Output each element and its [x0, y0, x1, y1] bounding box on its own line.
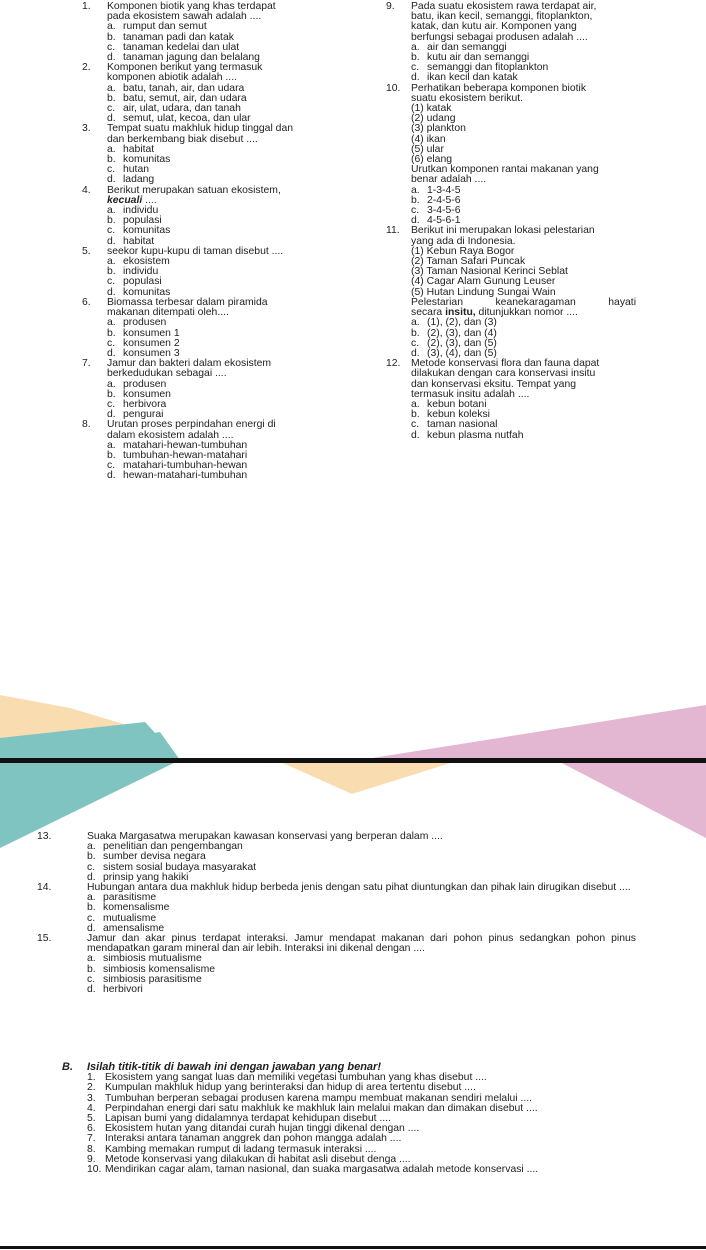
option-text: tanaman kedelai dan ulat	[123, 41, 240, 53]
question-text-line: suatu ekosistem berikut.	[411, 92, 524, 104]
option-letter: d.	[107, 52, 116, 64]
numbered-item: (3) Taman Nasional Kerinci Seblat	[411, 266, 568, 278]
option-text: mutualisme	[103, 912, 157, 924]
question-text-line: pada ekosistem sawah adalah ....	[107, 11, 262, 23]
answer-option	[82, 329, 336, 339]
option-letter: b.	[87, 851, 96, 863]
question-1	[82, 2, 336, 63]
question-text-line: termasuk insitu adalah ....	[411, 388, 530, 400]
question-text: benar adalah ....	[411, 174, 487, 186]
question-number: 8.	[82, 419, 91, 431]
item-number: 10.	[87, 1164, 102, 1176]
left-question-column	[82, 2, 336, 482]
question-13	[37, 831, 636, 883]
question-4	[82, 186, 336, 247]
option-text: ikan kecil dan katak	[427, 72, 518, 84]
item-number: 9.	[87, 1153, 96, 1165]
option-text: batu, tanah, air, dan udara	[123, 82, 245, 94]
option-letter: c.	[107, 225, 116, 237]
question-text-part: secara	[411, 307, 446, 319]
option-text: pengurai	[123, 409, 164, 421]
question-text	[386, 33, 636, 43]
option-text: konsumen 2	[123, 337, 180, 349]
numbered-item: (1) katak	[411, 103, 452, 115]
option-text: kebun koleksi	[427, 409, 490, 421]
option-text: 1-3-4-5	[427, 184, 461, 196]
answer-option	[82, 339, 336, 349]
option-text: simbiosis mutualisme	[103, 953, 202, 965]
right-question-column	[386, 2, 636, 441]
option-text: (3), (4), dan (5)	[427, 347, 497, 359]
option-text: ekosistem	[123, 256, 170, 268]
question-number: 9.	[386, 1, 395, 12]
item-text: Ekosistem hutan yang ditandai curah hujan tinggi dikenal dengan ....	[105, 1123, 420, 1135]
option-letter: d.	[411, 72, 420, 84]
answer-option	[386, 329, 636, 339]
option-text: semut, ulat, kecoa, dan ular	[123, 113, 251, 125]
option-text: habitat	[123, 235, 155, 247]
question-3	[82, 124, 336, 185]
item-text: Tumbuhan berperan sebagai produsen karena mampu membuat makanan sendiri melalui ....	[105, 1092, 533, 1104]
option-text: 3-4-5-6	[427, 205, 461, 217]
option-letter: c.	[411, 62, 420, 74]
option-letter: a.	[107, 205, 116, 217]
item-text: Metode konservasi yang dilakukan di habitat asli disebut denga ....	[105, 1153, 411, 1165]
option-letter: d.	[411, 347, 420, 359]
question-8	[82, 420, 336, 481]
question-number: 3.	[82, 123, 91, 135]
option-letter: d.	[107, 470, 116, 482]
option-text: batu, semut, air, dan udara	[123, 92, 247, 104]
option-letter: a.	[411, 41, 420, 53]
answer-option	[386, 339, 636, 349]
item-number: 8.	[87, 1143, 96, 1155]
item-text: Lapisan bumi yang didalamnya terdapat kehidupan disebut ....	[105, 1113, 391, 1125]
option-letter: b.	[411, 327, 420, 339]
option-letter: c.	[107, 276, 116, 288]
item-text: Kambing memakan rumput di ladang termasuk interaksi ....	[105, 1143, 377, 1155]
question-text-line: Berikut ini merupakan lokasi pelestarian	[411, 225, 595, 237]
question-5	[82, 247, 336, 298]
question-text-line: dalam ekosistem adalah ....	[107, 429, 234, 441]
option-text: komunitas	[123, 154, 171, 166]
numbered-item: (1) Kebun Raya Bogor	[411, 245, 515, 257]
question-number: 6.	[82, 296, 91, 308]
item-number: 6.	[87, 1123, 96, 1135]
question-text	[82, 196, 336, 206]
answer-option	[82, 145, 336, 155]
option-text: sistem sosial budaya masyarakat	[103, 861, 257, 873]
option-letter: a.	[107, 82, 116, 94]
question-text-line: dilakukan dengan cara konservasi insitu	[411, 368, 596, 380]
item-number: 7.	[87, 1133, 96, 1145]
question-text-line: Pada suatu ekosistem rawa terdapat air,	[411, 1, 597, 12]
question-number: 15.	[37, 933, 52, 945]
numbered-item: (5) ular	[411, 143, 444, 155]
option-letter: a.	[107, 256, 116, 268]
answer-option	[82, 155, 336, 165]
peach-shape-lower	[276, 760, 460, 794]
option-text: individu	[123, 205, 159, 217]
option-text: konsumen	[123, 388, 171, 400]
option-text: taman nasional	[427, 419, 498, 431]
question-11	[386, 226, 636, 359]
option-letter: d.	[87, 922, 96, 934]
option-letter: d.	[411, 429, 420, 441]
option-text: komunitas	[123, 225, 171, 237]
option-text: 4-5-6-1	[427, 215, 461, 227]
option-text: semanggi dan fitoplankton	[427, 62, 549, 74]
item-text: Kumpulan makhluk hidup yang berinteraksi dan hidup di area tertentu disebut ....	[105, 1082, 476, 1094]
question-number: 14.	[37, 882, 52, 894]
option-letter: d.	[107, 235, 116, 247]
question-text-line: komponen abiotik adalah ....	[107, 72, 237, 84]
question-12	[386, 359, 636, 441]
option-text: hewan-matahari-tumbuhan	[123, 470, 248, 482]
option-letter: a.	[107, 21, 116, 33]
option-letter: d.	[87, 984, 96, 996]
answer-option	[82, 267, 336, 277]
option-letter: c.	[411, 419, 420, 431]
option-text: tanaman jagung dan belalang	[123, 52, 260, 64]
lower-question-column	[37, 831, 636, 996]
question-text-line: batu, ikan kecil, semanggi, fitoplankton,	[411, 11, 593, 23]
answer-option	[82, 226, 336, 236]
question-text-line: Berikut merupakan satuan ekosistem,	[107, 184, 281, 196]
answer-option	[82, 390, 336, 400]
option-letter: c.	[107, 103, 116, 115]
question-text-line: katak, dan kutu air. Komponen yang	[411, 21, 577, 33]
option-letter: a.	[87, 953, 96, 965]
question-text-line: Metode konservasi flora dan fauna dapat	[411, 358, 600, 370]
question-number: 13.	[37, 831, 52, 842]
option-letter: d.	[107, 174, 116, 186]
question-text-line: Suaka Margasatwa merupakan kawasan konservasi yang berperan dalam ....	[87, 831, 443, 842]
question-10	[386, 84, 636, 227]
answer-option	[82, 380, 336, 390]
option-text: matahari-tumbuhan-hewan	[123, 460, 248, 472]
question-text-line: Perhatikan beberapa komponen biotik	[411, 82, 587, 94]
emphasis-word: kecuali	[107, 194, 143, 206]
option-text: simbiosis parasitisme	[103, 973, 202, 985]
option-text: amensalisme	[103, 922, 165, 934]
option-text: rumput dan semut	[123, 21, 207, 33]
option-text: 2-4-5-6	[427, 194, 461, 206]
option-text: penelitian dan pengembangan	[103, 841, 243, 853]
question-text	[82, 12, 336, 22]
question-text-line: yang ada di Indonesia.	[411, 235, 516, 247]
question-text	[386, 390, 636, 400]
option-letter: d.	[87, 871, 96, 883]
option-letter: b.	[107, 388, 116, 400]
question-text-tail: ....	[142, 194, 157, 206]
option-text: sumber devisa negara	[103, 851, 206, 863]
option-letter: a.	[107, 143, 116, 155]
option-text: habitat	[123, 143, 155, 155]
numbered-item: (3) plankton	[411, 123, 466, 135]
answer-option	[82, 206, 336, 216]
option-text: ladang	[123, 174, 155, 186]
option-letter: a.	[87, 892, 96, 904]
question-text-line: Komponen berikut yang termasuk	[107, 62, 263, 74]
option-text: produsen	[123, 378, 167, 390]
question-text	[82, 247, 336, 257]
option-letter: a.	[107, 439, 116, 451]
option-letter: b.	[87, 963, 96, 975]
option-letter: b.	[411, 409, 420, 421]
item-text: Perpindahan energi dari satu makhluk ke makhluk lain melalui makan dan dimakan disebut ....	[105, 1102, 538, 1114]
option-letter: b.	[411, 194, 420, 206]
option-letter: d.	[411, 215, 420, 227]
answer-option	[82, 400, 336, 410]
option-text: prinsip yang hakiki	[103, 871, 189, 883]
item-number: 2.	[87, 1082, 96, 1094]
option-letter: b.	[107, 215, 116, 227]
option-letter: b.	[107, 31, 116, 43]
option-letter: b.	[107, 154, 116, 166]
option-text: produsen	[123, 317, 167, 329]
question-text-line: Jamur dan bakteri dalam ekosistem	[107, 358, 272, 370]
question-text-line: Komponen biotik yang khas terdapat	[107, 1, 276, 12]
question-text-line: berfungsi sebagai produsen adalah ....	[411, 31, 588, 43]
option-text: konsumen 3	[123, 347, 180, 359]
question-number: 10.	[386, 82, 401, 94]
answer-option	[62, 985, 636, 995]
question-number: 1.	[82, 1, 91, 12]
numbered-item: (4) Cagar Alam Gunung Leuser	[411, 276, 556, 288]
option-letter: c.	[107, 337, 116, 349]
question-text	[82, 369, 336, 379]
item-number: 1.	[87, 1072, 96, 1084]
question-number: 5.	[82, 245, 91, 257]
item-number: 5.	[87, 1113, 96, 1125]
answer-option	[82, 216, 336, 226]
option-letter: b.	[87, 902, 96, 914]
numbered-item: (4) ikan	[411, 133, 446, 145]
option-text: populasi	[123, 276, 162, 288]
section-b-title: B. Isilah titik-titik di bawah ini dengan jawaban yang benar!	[62, 1061, 381, 1073]
fill-in-item	[62, 1165, 636, 1175]
option-letter: c.	[107, 460, 116, 472]
question-text-part: ditunjukkan nomor ....	[475, 307, 578, 319]
item-text: Mendirikan cagar alam, taman nasional, dan suaka margasatwa adalah metode konservasi ....	[105, 1164, 539, 1176]
item-number: 4.	[87, 1102, 96, 1114]
divider-line	[0, 758, 706, 763]
option-text: (2), (3), dan (5)	[427, 337, 497, 349]
option-text: tumbuhan-hewan-matahari	[123, 449, 248, 461]
item-text: Interaksi antara tanaman anggrek dan pohon mangga adalah ....	[105, 1133, 402, 1145]
answer-option	[386, 186, 636, 196]
answer-option	[82, 471, 336, 481]
option-text: individu	[123, 266, 159, 278]
option-letter: b.	[107, 449, 116, 461]
item-text: Ekosistem yang sangat luas dan memiliki vegetasi tumbuhan yang khas disebut ....	[105, 1072, 487, 1084]
answer-option	[386, 431, 636, 441]
question-14	[37, 882, 636, 934]
option-letter: a.	[107, 378, 116, 390]
section-b-list	[62, 1073, 636, 1175]
option-text: tanaman padi dan katak	[123, 31, 234, 43]
question-number: 12.	[386, 358, 401, 370]
bottom-rule	[0, 1246, 706, 1249]
question-text-line: Biomassa terbesar dalam piramida	[107, 296, 268, 308]
option-text: simbiosis komensalisme	[103, 963, 216, 975]
option-letter: d.	[107, 113, 116, 125]
question-6	[82, 298, 336, 359]
question-number: 11.	[386, 225, 400, 237]
option-letter: c.	[411, 205, 420, 217]
question-9	[386, 2, 636, 84]
answer-option	[386, 196, 636, 206]
option-letter: c.	[107, 398, 116, 410]
question-15	[37, 933, 636, 996]
option-text: hutan	[123, 164, 150, 176]
option-letter: a.	[411, 184, 420, 196]
question-2	[82, 63, 336, 124]
question-text-line: makanan ditempati oleh....	[107, 307, 229, 319]
answer-option	[82, 257, 336, 267]
answer-option	[386, 206, 636, 216]
pink-triangle-right	[556, 760, 706, 838]
option-text: herbivora	[123, 398, 167, 410]
question-text-line: Jamur dan akar pinus terdapat interaksi. Jamur mendapat makanan dari pohon pinus sedangkan pohon pinus mendapatkan garam mineral dan air lebih. Interaksi ini dikenal dengan ....	[87, 933, 636, 955]
question-text-line: Urutan proses perpindahan energi di	[107, 419, 276, 431]
question-text-line: dan konservasi eksitu. Tempat yang	[411, 378, 576, 390]
option-letter: d.	[107, 347, 116, 359]
numbered-item: (5) Hutan Lindung Sungai Wain	[411, 286, 556, 298]
numbered-item: (6) elang	[411, 154, 453, 166]
answer-option	[82, 318, 336, 328]
emphasis-word: insitu,	[445, 307, 476, 319]
option-letter: c.	[87, 912, 96, 924]
option-text: parasitisme	[103, 892, 157, 904]
question-number: 7.	[82, 358, 91, 370]
option-letter: c.	[411, 337, 420, 349]
option-letter: c.	[87, 861, 96, 873]
option-text: herbivori	[103, 984, 143, 996]
option-text: populasi	[123, 215, 162, 227]
option-text: komensalisme	[103, 902, 170, 914]
option-letter: c.	[107, 164, 116, 176]
option-letter: a.	[87, 841, 96, 853]
option-letter: c.	[87, 973, 96, 985]
numbered-item: (2) Taman Safari Puncak	[411, 256, 526, 268]
option-text: komunitas	[123, 286, 171, 298]
question-text-line: dan berkembang biak disebut ....	[107, 133, 258, 145]
option-letter: b.	[107, 327, 116, 339]
option-text: air dan semanggi	[427, 41, 507, 53]
answer-option	[82, 165, 336, 175]
option-letter: a.	[107, 317, 116, 329]
option-text: konsumen 1	[123, 327, 180, 339]
question-text-line: berkedudukan sebagai ....	[107, 368, 227, 380]
option-text: (1), (2), dan (3)	[427, 317, 497, 329]
question-text: Urutkan komponen rantai makanan yang	[411, 164, 599, 176]
option-text: air, ulat, udara, dan tanah	[123, 103, 241, 115]
numbered-item: (2) udang	[411, 113, 456, 125]
question-7	[82, 359, 336, 420]
question-text: Pelestarian keanekaragaman hayati	[411, 296, 636, 308]
question-text-line: seekor kupu-kupu di taman disebut ....	[107, 245, 284, 257]
answer-option	[82, 277, 336, 287]
option-text: matahari-hewan-tumbuhan	[123, 439, 248, 451]
option-letter: c.	[107, 41, 116, 53]
option-letter: a.	[411, 398, 420, 410]
option-letter: a.	[411, 317, 420, 329]
answer-option	[386, 318, 636, 328]
question-text	[82, 308, 336, 318]
option-text: (2), (3), dan (4)	[427, 327, 497, 339]
question-text	[37, 933, 636, 955]
question-number: 4.	[82, 184, 91, 196]
question-text	[82, 135, 336, 145]
question-text-line: Tempat suatu makhluk hidup tinggal dan	[107, 123, 293, 135]
option-letter: b.	[411, 52, 420, 64]
answer-option	[386, 400, 636, 410]
answer-option	[62, 975, 636, 985]
section-b	[62, 1062, 636, 1175]
option-letter: b.	[107, 266, 116, 278]
option-letter: b.	[107, 92, 116, 104]
option-text: kebun botani	[427, 398, 487, 410]
item-number: 3.	[87, 1092, 96, 1104]
option-letter: d.	[107, 409, 116, 421]
option-text: kutu air dan semanggi	[427, 52, 530, 64]
teal-shape-left	[0, 760, 176, 835]
answer-option	[386, 410, 636, 420]
question-number: 2.	[82, 62, 91, 74]
option-letter: d.	[107, 286, 116, 298]
question-text	[386, 308, 636, 318]
option-text: kebun plasma nutfah	[427, 429, 524, 441]
question-text-line: Hubungan antara dua makhluk hidup berbeda jenis dengan satu pihat diuntungkan dan pihak lain dirugikan disebut ....	[87, 882, 631, 894]
